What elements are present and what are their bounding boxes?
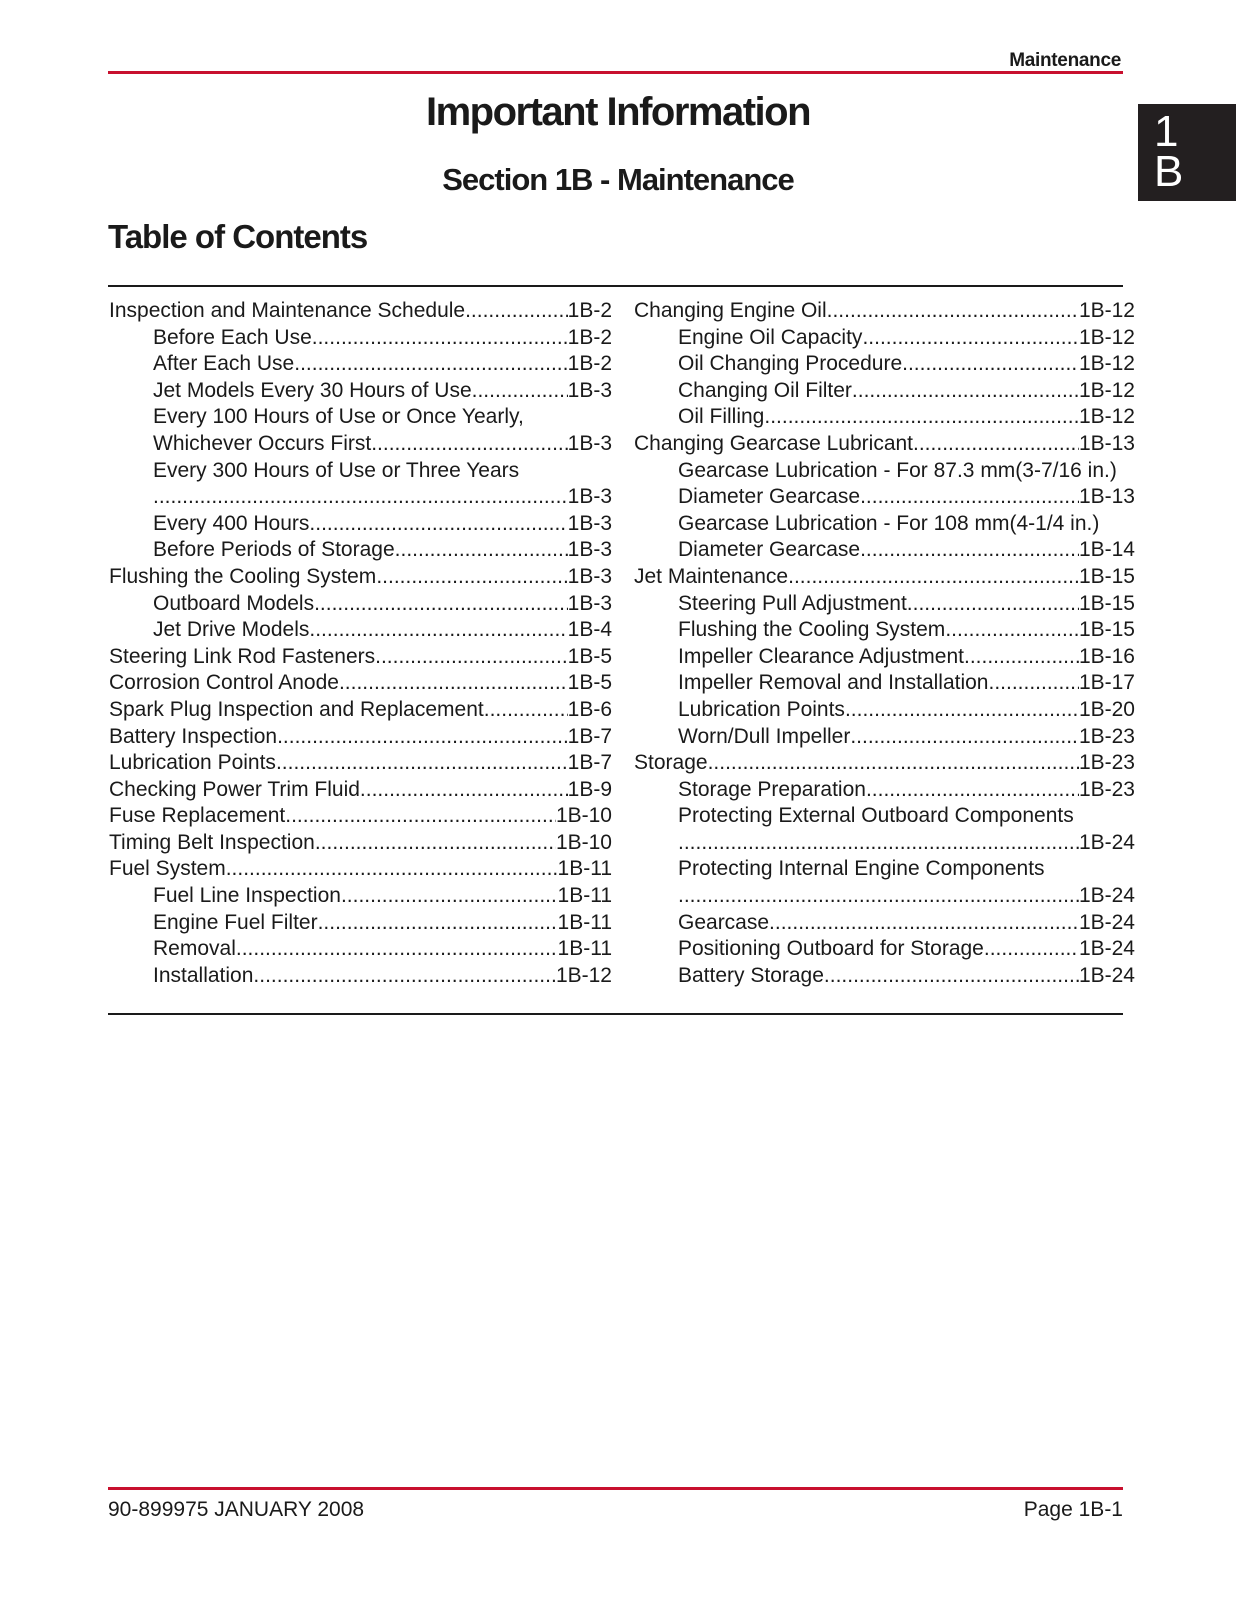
toc-entry[interactable] <box>634 830 1135 857</box>
toc-entry-page: 1B-24 <box>1078 884 1135 908</box>
toc-entry-page: 1B-5 <box>567 644 612 668</box>
toc-dot-leader <box>860 537 1079 564</box>
toc-entry[interactable] <box>634 750 1135 777</box>
toc-dot-leader <box>984 936 1079 963</box>
toc-entry-title: Outboard Models <box>153 591 315 615</box>
toc-entry-page: 1B-12 <box>1078 378 1135 402</box>
toc-entry-page: 1B-6 <box>567 697 612 721</box>
toc-dot-leader <box>907 591 1079 618</box>
toc-entry-title: Jet Maintenance <box>634 564 789 588</box>
toc-dot-leader <box>312 325 568 352</box>
toc-dot-leader <box>484 697 568 724</box>
toc-entry[interactable] <box>109 644 612 671</box>
toc-dot-leader <box>827 298 1079 325</box>
toc-entry[interactable] <box>634 537 1135 564</box>
toc-entry-page: 1B-12 <box>555 963 612 987</box>
toc-entry-page: 1B-20 <box>1078 697 1135 721</box>
toc-entry-page: 1B-15 <box>1078 564 1135 588</box>
toc-entry-page: 1B-4 <box>567 618 612 642</box>
toc-entry-title: After Each Use <box>153 352 295 376</box>
toc-entry-title: Fuse Replacement <box>109 804 286 828</box>
toc-entry-page: 1B-2 <box>567 299 612 322</box>
toc-dot-leader <box>309 511 567 538</box>
toc-entry[interactable] <box>109 325 612 352</box>
toc-entry[interactable] <box>634 936 1135 963</box>
toc-entry[interactable] <box>109 564 612 591</box>
toc-entry-page: 1B-3 <box>567 511 612 535</box>
toc-entry-page: 1B-24 <box>1078 963 1135 987</box>
toc-entry-page: 1B-7 <box>567 724 612 748</box>
toc-entry[interactable] <box>109 750 612 777</box>
toc-entry-page: 1B-2 <box>567 352 612 376</box>
toc-dot-leader <box>902 351 1079 378</box>
toc-entry-title: Corrosion Control Anode <box>109 671 339 695</box>
toc-dot-leader <box>360 777 568 804</box>
toc-dot-leader <box>945 617 1079 644</box>
toc-dot-leader <box>276 750 568 777</box>
toc-entry[interactable] <box>634 298 1135 325</box>
toc-dot-leader <box>678 830 1079 857</box>
toc-entry-page: 1B-14 <box>1078 538 1135 562</box>
toc-entry-title: Gearcase Lubrication - For 108 mm(4-1/4 in.) <box>678 511 1100 535</box>
toc-entry-title: Oil Filling <box>678 405 765 429</box>
toc-entry-page: 1B-3 <box>567 564 612 588</box>
toc-entry-title: Gearcase Lubrication - For 87.3 mm(3-7/16 in.) <box>678 458 1117 482</box>
toc-entry-title: Lubrication Points <box>109 751 276 775</box>
footer-page-number: Page 1B-1 <box>1023 1498 1123 1521</box>
toc-dot-leader <box>472 378 568 405</box>
toc-entry[interactable] <box>109 351 612 378</box>
toc-dot-leader <box>294 351 567 378</box>
toc-entry-title: Impeller Removal and Installation <box>678 671 989 695</box>
footer-doc-number: 90-899975 JANUARY 2008 <box>108 1498 365 1521</box>
toc-entry[interactable] <box>109 830 612 857</box>
toc-entry-page: 1B-16 <box>1078 644 1135 668</box>
toc-entry-page: 1B-24 <box>1078 910 1135 934</box>
toc-dot-leader <box>913 431 1079 458</box>
toc-entry[interactable] <box>634 484 1135 511</box>
toc-entry-title: Jet Models Every 30 Hours of Use <box>153 378 472 402</box>
toc-dot-leader <box>371 431 567 458</box>
toc-dot-leader <box>708 750 1079 777</box>
toc-entry-page: 1B-12 <box>1078 325 1135 349</box>
toc-entry-title: Installation <box>153 963 254 987</box>
toc-dot-leader <box>964 644 1079 671</box>
toc-entry[interactable] <box>109 404 612 431</box>
toc-entry-title: Whichever Occurs First <box>153 431 372 455</box>
toc-entry-title: Steering Pull Adjustment <box>678 591 907 615</box>
toc-dot-leader <box>824 963 1079 990</box>
toc-entry-page: 1B-12 <box>1078 405 1135 429</box>
toc-entry[interactable] <box>109 511 612 538</box>
toc-entry[interactable] <box>109 298 612 325</box>
toc-entry-page: 1B-11 <box>557 884 612 908</box>
toc-entry-title: Timing Belt Inspection <box>109 830 315 854</box>
toc-entry-title: Every 100 Hours of Use or Once Yearly, <box>153 405 524 429</box>
toc-right-column <box>634 298 1135 989</box>
toc-entry[interactable] <box>634 963 1135 990</box>
toc-dot-leader <box>845 697 1079 724</box>
toc-dot-leader <box>315 830 556 857</box>
toc-dot-leader <box>277 724 568 751</box>
toc-entry-title: Jet Drive Models <box>153 618 310 642</box>
toc-entry[interactable] <box>109 724 612 751</box>
toc-dot-leader <box>866 777 1079 804</box>
toc-entry-title: Diameter Gearcase <box>678 538 861 562</box>
toc-entry-page: 1B-7 <box>567 751 612 775</box>
toc-entry-title: Steering Link Rod Fasteners <box>109 644 376 668</box>
toc-entry-page: 1B-5 <box>567 671 612 695</box>
toc-entry-title: Battery Inspection <box>109 724 278 748</box>
toc-entry-title: Storage Preparation <box>678 777 866 801</box>
toc-dot-leader <box>375 644 568 671</box>
toc-entry-title: Impeller Clearance Adjustment <box>678 644 964 668</box>
toc-entry[interactable] <box>109 777 612 804</box>
toc-entry-title: Changing Engine Oil <box>634 299 827 322</box>
toc-entry-page: 1B-23 <box>1078 724 1135 748</box>
toc-entry[interactable] <box>109 963 612 990</box>
toc-top-divider <box>108 285 1123 287</box>
toc-entry[interactable] <box>634 404 1135 431</box>
toc-entry-page: 1B-11 <box>557 937 612 961</box>
toc-dot-leader <box>465 298 568 325</box>
toc-dot-leader <box>764 404 1079 431</box>
toc-entry[interactable] <box>634 910 1135 937</box>
toc-dot-leader <box>253 963 556 990</box>
header-section-label: Maintenance <box>1009 50 1121 71</box>
page-title: Important Information <box>425 90 811 134</box>
toc-entry-title: Fuel System <box>109 857 226 881</box>
toc-entry-title: Storage <box>634 751 708 775</box>
page-subtitle: Section 1B - Maintenance <box>442 162 794 197</box>
toc-entry-page: 1B-24 <box>1078 937 1135 961</box>
toc-entry[interactable] <box>109 670 612 697</box>
toc-entry-page: 1B-3 <box>567 485 612 509</box>
toc-entry[interactable] <box>634 670 1135 697</box>
toc-dot-leader <box>236 936 558 963</box>
toc-entry[interactable] <box>109 458 612 485</box>
toc-entry-title: Protecting External Outboard Components <box>678 804 1074 828</box>
toc-dot-leader <box>339 670 568 697</box>
toc-entry-page: 1B-3 <box>567 431 612 455</box>
toc-entry[interactable] <box>109 537 612 564</box>
toc-entry[interactable] <box>634 564 1135 591</box>
toc-entry[interactable] <box>634 458 1135 485</box>
toc-entry-title: Every 300 Hours of Use or Three Years <box>153 458 520 482</box>
toc-entry-page: 1B-2 <box>567 325 612 349</box>
toc-dot-leader <box>376 564 567 591</box>
section-tab-letter: B <box>1154 147 1184 196</box>
toc-entry[interactable] <box>634 617 1135 644</box>
toc-entry[interactable] <box>109 910 612 937</box>
section-tab-number: 1 <box>1154 107 1179 156</box>
toc-entry-page: 1B-23 <box>1078 777 1135 801</box>
toc-entry-page: 1B-3 <box>567 591 612 615</box>
toc-entry[interactable] <box>109 591 612 618</box>
toc-entry-title: Positioning Outboard for Storage <box>678 937 984 961</box>
toc-entry[interactable] <box>634 724 1135 751</box>
toc-entry[interactable] <box>634 431 1135 458</box>
toc-dot-leader <box>309 617 567 644</box>
toc-dot-leader <box>989 670 1079 697</box>
toc-entry-page: 1B-3 <box>567 378 612 402</box>
toc-entry-title: Worn/Dull Impeller <box>678 724 851 748</box>
toc-entry-title: Checking Power Trim Fluid <box>109 777 360 801</box>
toc-entry-title: Removal <box>153 937 236 961</box>
toc-entry-title: Battery Storage <box>678 963 824 987</box>
toc-dot-leader <box>860 484 1079 511</box>
toc-entry-title: Changing Gearcase Lubricant <box>634 431 914 455</box>
toc-entry-title: Oil Changing Procedure <box>678 352 903 376</box>
toc-entry[interactable] <box>109 936 612 963</box>
toc-entry[interactable] <box>634 697 1135 724</box>
toc-entry[interactable] <box>109 378 612 405</box>
toc-entry-page: 1B-3 <box>567 538 612 562</box>
toc-entry[interactable] <box>109 617 612 644</box>
toc-dot-leader <box>788 564 1079 591</box>
header-divider <box>108 71 1123 74</box>
toc-entry-page: 1B-12 <box>1078 299 1135 322</box>
toc-entry[interactable] <box>109 697 612 724</box>
toc-entry-title: Lubrication Points <box>678 697 845 721</box>
toc-entry[interactable] <box>634 644 1135 671</box>
toc-entry[interactable] <box>634 777 1135 804</box>
toc-entry-title: Inspection and Maintenance Schedule <box>109 299 466 322</box>
toc-entry-page: 1B-11 <box>557 857 612 881</box>
toc-dot-leader <box>852 378 1079 405</box>
toc-entry-title: Gearcase <box>678 910 770 934</box>
toc-entry[interactable] <box>634 856 1135 883</box>
toc-entry-page: 1B-10 <box>555 830 612 854</box>
toc-dot-leader <box>153 484 568 511</box>
toc-bottom-divider <box>108 1013 1123 1015</box>
toc-entry-title: Engine Oil Capacity <box>678 325 863 349</box>
toc-entry-title: Every 400 Hours <box>153 511 310 535</box>
toc-entry-page: 1B-13 <box>1078 431 1135 455</box>
toc-entry[interactable] <box>109 856 612 883</box>
toc-entry-page: 1B-12 <box>1078 352 1135 376</box>
toc-entry[interactable] <box>634 883 1135 910</box>
toc-entry[interactable] <box>109 883 612 910</box>
toc-heading: Table of Contents <box>108 218 368 255</box>
toc-entry-title: Before Each Use <box>153 325 312 349</box>
toc-entry[interactable] <box>109 431 612 458</box>
toc-entry-title: Flushing the Cooling System <box>109 564 377 588</box>
toc-dot-leader <box>226 856 558 883</box>
toc-entry-title: Diameter Gearcase <box>678 485 861 509</box>
toc-entry-page: 1B-17 <box>1078 671 1135 695</box>
toc-entry[interactable] <box>634 351 1135 378</box>
toc-entry-title: Spark Plug Inspection and Replacement <box>109 697 484 721</box>
toc-entry-page: 1B-13 <box>1078 485 1135 509</box>
toc-entry[interactable] <box>109 484 612 511</box>
toc-dot-leader <box>318 910 558 937</box>
toc-entry-title: Before Periods of Storage <box>153 538 395 562</box>
toc-entry-title: Changing Oil Filter <box>678 378 852 402</box>
toc-dot-leader <box>341 883 558 910</box>
toc-entry-title: Fuel Line Inspection <box>153 884 341 908</box>
toc-entry-page: 1B-10 <box>555 804 612 828</box>
toc-entry-page: 1B-15 <box>1078 591 1135 615</box>
toc-entry-page: 1B-11 <box>557 910 612 934</box>
toc-dot-leader <box>314 591 568 618</box>
toc-entry[interactable] <box>634 591 1135 618</box>
footer-divider <box>108 1487 1123 1490</box>
toc-entry-page: 1B-9 <box>567 777 612 801</box>
toc-dot-leader <box>285 803 556 830</box>
toc-left-column <box>109 298 612 989</box>
toc-dot-leader <box>850 724 1079 751</box>
toc-entry[interactable] <box>634 803 1135 830</box>
toc-dot-leader <box>678 883 1079 910</box>
toc-entry[interactable] <box>109 803 612 830</box>
toc-entry[interactable] <box>634 511 1135 538</box>
toc-entry-page: 1B-23 <box>1078 751 1135 775</box>
toc-dot-leader <box>769 910 1079 937</box>
toc-entry[interactable] <box>634 378 1135 405</box>
toc-entry-page: 1B-15 <box>1078 618 1135 642</box>
toc-entry-title: Engine Fuel Filter <box>153 910 318 934</box>
toc-entry-title: Flushing the Cooling System <box>678 618 946 642</box>
toc-entry-page: 1B-24 <box>1078 830 1135 854</box>
toc-entry-title: Protecting Internal Engine Components <box>678 857 1045 881</box>
toc-dot-leader <box>862 325 1079 352</box>
toc-entry[interactable] <box>634 325 1135 352</box>
toc-dot-leader <box>395 537 568 564</box>
